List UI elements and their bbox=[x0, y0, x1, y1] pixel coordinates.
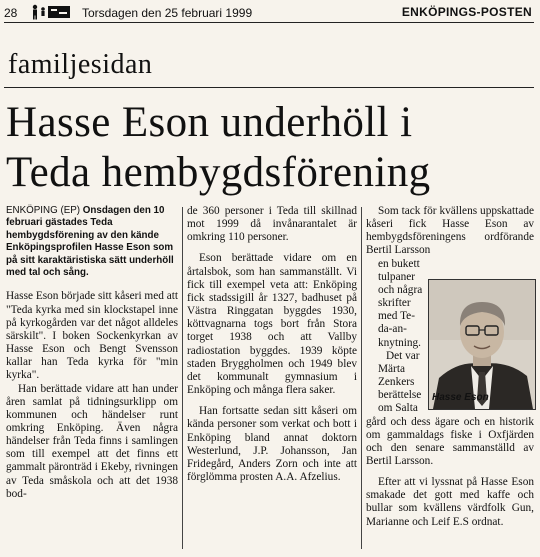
dateline: ENKÖPING (EP) bbox=[6, 205, 81, 216]
wrap-line: Zenkers bbox=[378, 376, 415, 389]
wrap-line: knytning. bbox=[378, 336, 421, 349]
portrait-photo bbox=[428, 279, 536, 410]
wrap-line: da-an- bbox=[378, 323, 407, 336]
wrap-line: Märta bbox=[378, 362, 405, 375]
column-2 bbox=[187, 205, 357, 484]
paragraph: Som tack för kvällens uppskattade kåseri fick Hasse Eson av hembygdsföreningens ordförande Bertil Larsson bbox=[366, 205, 534, 257]
headline-line: Hasse Eson underhöll i bbox=[6, 99, 413, 146]
wrap-line: och några bbox=[378, 283, 423, 296]
wrap-line: skrifter bbox=[378, 297, 411, 310]
paragraph: gård och dess ägare och en historik om gammaldags fiske i Oxfjärden och den senare sammanställd av Bertil Larsson. bbox=[366, 415, 534, 467]
issue-date: Torsdagen den 25 februari 1999 bbox=[82, 6, 253, 20]
paragraph: Efter att vi lyssnat på Hasse Eson smakade det gott med kaffe och bullar som kvällens värdfolk Gun, Marianne och Leif E.S ordnat. bbox=[366, 476, 534, 528]
section-rule bbox=[4, 87, 534, 88]
portrait-image bbox=[429, 280, 535, 409]
family-figures-icon bbox=[28, 4, 72, 20]
column-divider bbox=[361, 207, 362, 549]
wrap-line: om Salta bbox=[378, 402, 418, 415]
wrap-line: med Te- bbox=[378, 310, 415, 323]
wrap-line: en bukett bbox=[378, 257, 420, 270]
paragraph: Hasse Eson började sitt kåseri med att "Teda kyrka med sin klockstapel inne på kyrkogården var det något alldeles särskilt". I boken Sockenkyrkan av Hasse Eson och Bengt Svensson kallar han Teda kyrka för "min kyrka". bbox=[6, 290, 178, 382]
column-divider bbox=[182, 207, 183, 549]
lead-paragraph bbox=[6, 205, 178, 279]
page-header bbox=[4, 4, 534, 22]
paragraph: Han berättade vidare att han under åren samlat på tidningsurklipp om kommunen och händelser runt omkring Enköping. Även några händelser från Teda finns i samlingen som till exempel att det finns ett gammalt päronträd i Ekeby, rivningen av Teda småskola och att det 1938 bod- bbox=[6, 382, 178, 500]
photo-caption: Hasse Eson bbox=[432, 392, 489, 403]
wrap-line: tulpaner bbox=[378, 270, 416, 283]
header-rule bbox=[4, 22, 534, 23]
lead-text: Onsdagen den 10 februari gästades Teda hembygdsförening av den kände Enköpingsprofilen Hasse Eson som på sitt karaktäristiska sätt underhöll med tal och sång. bbox=[6, 205, 174, 279]
headline bbox=[6, 98, 536, 198]
newspaper-name: ENKÖPINGS-POSTEN bbox=[401, 5, 532, 19]
paragraph: de 360 personer i Teda till skillnad mot 1999 då invånarantalet är omkring 110 personer. bbox=[187, 205, 357, 244]
paragraph: Han fortsatte sedan sitt kåseri om kända personer som verkat och bott i Enköping bland annat doktorn Westerlund, J.P. Johansson, Jan Fridegård, Anders Zorn och inte att förglömma prosten A.A. Afzelius. bbox=[187, 405, 357, 483]
column-1 bbox=[6, 205, 178, 501]
wrap-line: berättelse bbox=[378, 389, 422, 402]
section-title: familjesidan bbox=[8, 49, 153, 80]
wrap-line: Det var bbox=[386, 349, 420, 362]
page-number: 28 bbox=[4, 6, 18, 20]
headline-line: Teda hembygdsförening bbox=[6, 149, 431, 196]
paragraph: Eson berättade vidare om en årtalsbok, som han sammanställt. Vi fick till exempel veta att: Enköping fick stadssigill år 1327, badhuset på Västra Ringgatan byggdes 1930, köttvagnarna togs bort från Stora torget 1938 och att Vallby radiostation byggdes. 1939 köpte staden Bryggholmen och 1949 blev det kommunalt gymnasium i Enköping och många flera saker. bbox=[187, 252, 357, 397]
